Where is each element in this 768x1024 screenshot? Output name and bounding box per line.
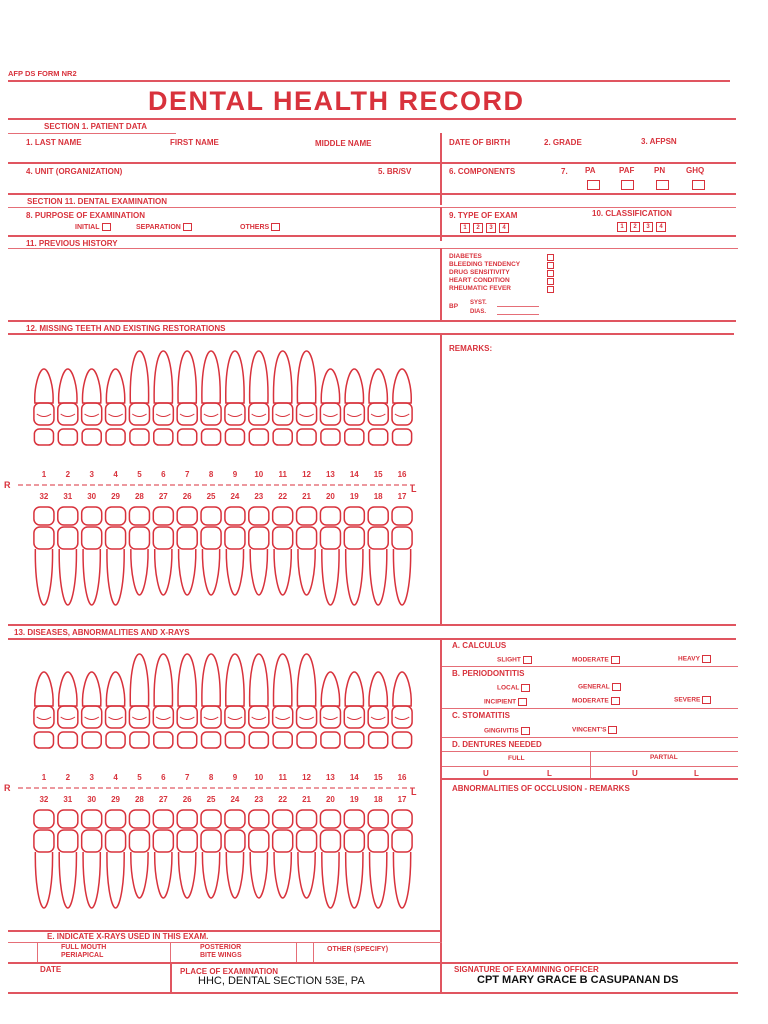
upper-tooth[interactable] <box>34 672 54 748</box>
other-specify-label: OTHER (SPECIFY) <box>327 946 389 953</box>
lower-tooth[interactable] <box>201 507 221 595</box>
upper-tooth-number: 6 <box>161 773 166 782</box>
missing-teeth-label: 12. MISSING TEETH AND EXISTING RESTORATIONS <box>26 324 226 333</box>
components-number: 7. <box>561 167 568 176</box>
type-exam-box[interactable]: 4 <box>499 223 509 233</box>
upper-tooth-number: 12 <box>302 470 312 479</box>
initial-option <box>75 223 111 231</box>
lower-tooth-number: 32 <box>39 795 49 804</box>
br-sv-label: 5. BR/SV <box>378 167 412 176</box>
lower-tooth[interactable] <box>153 810 173 898</box>
upper-tooth[interactable] <box>58 672 78 748</box>
lower-tooth-number: 32 <box>39 492 49 501</box>
lower-tooth-number: 29 <box>111 492 121 501</box>
lower-tooth-number: 21 <box>302 492 312 501</box>
calculus-title: A. CALCULUS <box>452 641 507 650</box>
partial-l: L <box>694 769 699 778</box>
lower-tooth-number: 18 <box>373 492 383 501</box>
lower-tooth[interactable] <box>177 810 197 898</box>
lower-tooth[interactable] <box>34 507 54 605</box>
type-exam-box[interactable]: 1 <box>460 223 470 233</box>
upper-tooth[interactable] <box>249 654 269 748</box>
separation-option <box>136 223 192 231</box>
lower-tooth-number: 25 <box>206 492 216 501</box>
unit-label: 4. UNIT (ORGANIZATION) <box>26 167 123 176</box>
history-checkbox[interactable] <box>547 270 554 277</box>
dentures-full: FULL <box>508 755 525 762</box>
upper-tooth-number: 12 <box>302 773 312 782</box>
bp-label: BP <box>449 303 459 310</box>
upper-tooth[interactable] <box>368 369 388 445</box>
calculus-slight-checkbox[interactable] <box>523 656 532 664</box>
lower-tooth-number: 22 <box>278 492 288 501</box>
calculus-moderate-label: MODERATE <box>572 656 609 664</box>
grade-label: 2. GRADE <box>544 138 582 147</box>
section2-heading: SECTION 11. DENTAL EXAMINATION <box>27 197 168 206</box>
upper-tooth-number: 4 <box>113 773 118 782</box>
lower-tooth[interactable] <box>129 507 149 595</box>
lower-tooth-number: 19 <box>349 492 359 501</box>
perio-incipient-option <box>484 698 527 706</box>
lower-tooth[interactable] <box>225 810 245 898</box>
place-label: PLACE OF EXAMINATION <box>180 967 279 976</box>
gingivitis-label: GINGIVITIS <box>484 727 519 735</box>
lower-tooth[interactable] <box>58 507 78 605</box>
occlusion-label: ABNORMALITIES OF OCCLUSION - REMARKS <box>452 784 630 793</box>
lower-tooth-number: 17 <box>397 492 407 501</box>
lower-tooth[interactable] <box>82 810 102 908</box>
upper-tooth-number: 16 <box>397 470 407 479</box>
right-side-label: R <box>4 480 11 490</box>
left-side-label: L <box>411 787 417 797</box>
lower-tooth-number: 26 <box>182 492 192 501</box>
upper-tooth[interactable] <box>297 654 317 748</box>
vincents-option <box>572 726 617 734</box>
pn-checkbox[interactable] <box>656 180 669 190</box>
pa-label: PA <box>585 166 596 175</box>
classification-label: 10. CLASSIFICATION <box>592 209 672 218</box>
dentures-partial: PARTIAL <box>650 754 678 761</box>
vincents-checkbox[interactable] <box>608 726 617 734</box>
upper-tooth-number: 15 <box>373 470 383 479</box>
upper-tooth[interactable] <box>34 369 54 445</box>
upper-tooth[interactable] <box>225 654 245 748</box>
history-item: HEART CONDITION <box>449 278 553 286</box>
paf-label: PAF <box>619 166 635 175</box>
perio-moderate-option <box>572 697 620 705</box>
separation-checkbox[interactable] <box>183 223 192 231</box>
upper-tooth-number: 7 <box>184 773 190 782</box>
upper-tooth-number: 6 <box>161 470 166 479</box>
upper-tooth-number: 10 <box>254 470 264 479</box>
upper-tooth-number: 3 <box>89 773 94 782</box>
lower-tooth[interactable] <box>249 810 269 898</box>
lower-tooth-number: 20 <box>325 795 335 804</box>
lower-tooth-number: 24 <box>230 795 240 804</box>
perio-general-checkbox[interactable] <box>612 683 621 691</box>
lower-tooth[interactable] <box>368 507 388 605</box>
history-item: RHEUMATIC FEVER <box>449 286 553 294</box>
others-label: OTHERS <box>240 223 270 231</box>
lower-tooth-number: 20 <box>325 492 335 501</box>
upper-tooth[interactable] <box>153 351 173 445</box>
perio-severe-option <box>674 696 711 704</box>
upper-tooth-number: 14 <box>349 470 359 479</box>
others-option <box>240 223 280 231</box>
lower-tooth-number: 31 <box>63 492 73 501</box>
upper-tooth[interactable] <box>273 351 293 445</box>
history-checkbox[interactable] <box>547 254 554 261</box>
gingivitis-option <box>484 727 530 735</box>
lower-tooth[interactable] <box>34 810 54 908</box>
perio-moderate-checkbox[interactable] <box>611 697 620 705</box>
lower-tooth[interactable] <box>368 810 388 908</box>
upper-tooth[interactable] <box>392 369 412 445</box>
perio-title: B. PERIODONTITIS <box>452 669 525 678</box>
ghq-checkbox[interactable] <box>692 180 705 190</box>
others-checkbox[interactable] <box>271 223 280 231</box>
lower-tooth-number: 28 <box>134 492 144 501</box>
perio-general-label: GENERAL <box>578 683 610 691</box>
right-side-label: R <box>4 783 11 793</box>
remarks-label: REMARKS: <box>449 344 493 353</box>
upper-tooth-number: 1 <box>41 773 47 782</box>
history-checkbox[interactable] <box>547 278 554 285</box>
tooth-chart-2 <box>4 648 422 930</box>
upper-tooth-number: 5 <box>137 470 142 479</box>
upper-tooth[interactable] <box>249 351 269 445</box>
lower-tooth-number: 27 <box>158 492 168 501</box>
classification-box[interactable]: 2 <box>630 222 640 232</box>
section1-heading: SECTION 1. PATIENT DATA <box>44 122 147 131</box>
history-item: BLEEDING TENDENCY <box>449 262 553 270</box>
classification-box[interactable]: 1 <box>617 222 627 232</box>
lower-tooth[interactable] <box>153 507 173 595</box>
upper-tooth[interactable] <box>344 672 364 748</box>
upper-tooth-number: 16 <box>397 773 407 782</box>
full-l: L <box>547 769 552 778</box>
lower-tooth[interactable] <box>82 507 102 605</box>
upper-tooth[interactable] <box>129 654 149 748</box>
signature-label: SIGNATURE OF EXAMINING OFFICER <box>454 965 599 974</box>
type-exam-box[interactable]: 3 <box>486 223 496 233</box>
lower-tooth[interactable] <box>273 810 293 898</box>
upper-tooth-number: 14 <box>349 773 359 782</box>
lower-tooth-number: 26 <box>182 795 192 804</box>
perio-severe-label: SEVERE <box>674 696 701 704</box>
perio-incipient-checkbox[interactable] <box>518 698 527 706</box>
bp-syst: SYST. <box>470 300 487 306</box>
diseases-label: 13. DISEASES, ABNORMALITIES AND X-RAYS <box>14 628 190 637</box>
upper-tooth-number: 1 <box>41 470 47 479</box>
afpsn-label: 3. AFPSN <box>641 137 677 146</box>
components-label: 6. COMPONENTS <box>449 167 516 176</box>
full-mouth-label: FULL MOUTH <box>61 944 107 951</box>
calculus-slight-label: SLIGHT <box>497 656 521 664</box>
calculus-slight-option <box>497 656 532 664</box>
lower-tooth-number: 21 <box>302 795 312 804</box>
upper-tooth-number: 7 <box>184 470 190 479</box>
periapical-label: PERIAPICAL <box>61 952 104 959</box>
gingivitis-checkbox[interactable] <box>521 727 530 735</box>
upper-tooth-number: 10 <box>254 773 264 782</box>
classification-box[interactable]: 4 <box>656 222 666 232</box>
last-name-label: 1. LAST NAME <box>26 138 82 147</box>
perio-local-checkbox[interactable] <box>521 684 530 692</box>
full-u: U <box>483 769 489 778</box>
lower-tooth-number: 30 <box>87 795 97 804</box>
upper-tooth-number: 5 <box>137 773 142 782</box>
lower-tooth[interactable] <box>273 507 293 595</box>
upper-tooth[interactable] <box>177 654 197 748</box>
partial-u: U <box>632 769 638 778</box>
upper-tooth[interactable] <box>82 369 102 445</box>
lower-tooth[interactable] <box>392 810 412 908</box>
pa-checkbox[interactable] <box>587 180 600 190</box>
lower-tooth-number: 22 <box>278 795 288 804</box>
type-exam-label: 9. TYPE OF EXAM <box>449 211 518 220</box>
posterior-label: POSTERIOR <box>200 944 242 951</box>
lower-tooth-number: 29 <box>111 795 121 804</box>
perio-moderate-label: MODERATE <box>572 697 609 705</box>
lower-tooth[interactable] <box>297 507 317 595</box>
upper-tooth[interactable] <box>201 654 221 748</box>
upper-tooth-number: 2 <box>65 470 71 479</box>
lower-tooth-number: 31 <box>63 795 73 804</box>
page-title: DENTAL HEALTH RECORD <box>148 86 525 116</box>
lower-tooth[interactable] <box>344 507 364 605</box>
upper-tooth[interactable] <box>106 672 126 748</box>
lower-tooth[interactable] <box>201 810 221 898</box>
place-value: HHC, DENTAL SECTION 53E, PA <box>198 975 365 987</box>
lower-tooth-number: 18 <box>373 795 383 804</box>
lower-tooth[interactable] <box>320 810 340 908</box>
upper-tooth[interactable] <box>129 351 149 445</box>
upper-tooth[interactable] <box>201 351 221 445</box>
upper-tooth-number: 13 <box>325 470 335 479</box>
upper-tooth[interactable] <box>392 672 412 748</box>
tooth-chart-1 <box>4 345 422 627</box>
history-checkbox[interactable] <box>547 262 554 269</box>
upper-tooth-number: 9 <box>232 773 238 782</box>
lower-tooth-number: 28 <box>134 795 144 804</box>
type-exam-box[interactable]: 2 <box>473 223 483 233</box>
initial-label: INITIAL <box>75 223 100 231</box>
calculus-heavy-label: HEAVY <box>678 655 700 663</box>
initial-checkbox[interactable] <box>102 223 111 231</box>
bite-wings-label: BITE WINGS <box>200 952 242 959</box>
upper-tooth-number: 9 <box>232 470 238 479</box>
upper-tooth-number: 3 <box>89 470 94 479</box>
calculus-moderate-option <box>572 656 620 664</box>
signature-value: CPT MARY GRACE B CASUPANAN DS <box>477 974 679 986</box>
history-checklist <box>449 254 553 294</box>
left-side-label: L <box>411 484 417 494</box>
upper-tooth[interactable] <box>297 351 317 445</box>
upper-tooth-number: 8 <box>208 470 214 479</box>
lower-tooth-number: 30 <box>87 492 97 501</box>
upper-tooth[interactable] <box>225 351 245 445</box>
upper-tooth-number: 15 <box>373 773 383 782</box>
lower-tooth-number: 17 <box>397 795 407 804</box>
stomatitis-title: C. STOMATITIS <box>452 711 510 720</box>
upper-tooth[interactable] <box>273 654 293 748</box>
lower-tooth[interactable] <box>320 507 340 605</box>
lower-tooth[interactable] <box>392 507 412 605</box>
history-item: DIABETES <box>449 254 553 262</box>
upper-tooth[interactable] <box>177 351 197 445</box>
lower-tooth-number: 27 <box>158 795 168 804</box>
upper-tooth[interactable] <box>344 369 364 445</box>
first-name-label: FIRST NAME <box>170 138 219 147</box>
upper-tooth-number: 8 <box>208 773 214 782</box>
lower-tooth[interactable] <box>129 810 149 898</box>
calculus-heavy-checkbox[interactable] <box>702 655 711 663</box>
lower-tooth-number: 19 <box>349 795 359 804</box>
upper-tooth[interactable] <box>153 654 173 748</box>
perio-severe-checkbox[interactable] <box>702 696 711 704</box>
upper-tooth-number: 11 <box>278 470 287 479</box>
dentures-title: D. DENTURES NEEDED <box>452 740 542 749</box>
lower-tooth[interactable] <box>106 507 126 605</box>
upper-tooth[interactable] <box>320 369 340 445</box>
lower-tooth[interactable] <box>106 810 126 908</box>
calculus-heavy-option <box>678 655 711 663</box>
dob-label: DATE OF BIRTH <box>449 138 511 147</box>
lower-tooth[interactable] <box>344 810 364 908</box>
lower-tooth-number: 23 <box>254 795 264 804</box>
classification-boxes <box>617 222 669 232</box>
history-label: 11. PREVIOUS HISTORY <box>26 239 118 248</box>
lower-tooth[interactable] <box>225 507 245 595</box>
lower-tooth-number: 24 <box>230 492 240 501</box>
upper-tooth-number: 11 <box>278 773 287 782</box>
xrays-title: E. INDICATE X-RAYS USED IN THIS EXAM. <box>47 932 209 941</box>
perio-general-option <box>578 683 621 691</box>
perio-incipient-label: INCIPIENT <box>484 698 517 706</box>
upper-tooth[interactable] <box>368 672 388 748</box>
lower-tooth[interactable] <box>177 507 197 595</box>
history-item: DRUG SENSITIVITY <box>449 270 553 278</box>
upper-tooth-number: 4 <box>113 470 118 479</box>
lower-tooth-number: 23 <box>254 492 264 501</box>
ghq-label: GHQ <box>686 166 705 175</box>
upper-tooth[interactable] <box>58 369 78 445</box>
classification-box[interactable]: 3 <box>643 222 653 232</box>
lower-tooth[interactable] <box>297 810 317 898</box>
lower-tooth-number: 25 <box>206 795 216 804</box>
separation-label: SEPARATION <box>136 223 181 231</box>
bp-dias: DIAS. <box>470 309 487 315</box>
history-checkbox[interactable] <box>547 286 554 293</box>
type-exam-boxes <box>460 223 512 233</box>
form-code: AFP DS FORM NR2 <box>8 69 77 78</box>
middle-name-label: MIDDLE NAME <box>315 139 372 148</box>
perio-local-label: LOCAL <box>497 684 520 692</box>
upper-tooth-number: 13 <box>325 773 335 782</box>
upper-tooth[interactable] <box>320 672 340 748</box>
vincents-label: VINCENT'S <box>572 726 607 734</box>
date-label: DATE <box>40 965 62 974</box>
pn-label: PN <box>654 166 666 175</box>
paf-checkbox[interactable] <box>621 180 634 190</box>
perio-local-option <box>497 684 530 692</box>
upper-tooth-number: 2 <box>65 773 71 782</box>
lower-tooth[interactable] <box>58 810 78 908</box>
upper-tooth[interactable] <box>82 672 102 748</box>
calculus-moderate-checkbox[interactable] <box>611 656 620 664</box>
purpose-label: 8. PURPOSE OF EXAMINATION <box>26 211 145 220</box>
lower-tooth[interactable] <box>249 507 269 595</box>
upper-tooth[interactable] <box>106 369 126 445</box>
